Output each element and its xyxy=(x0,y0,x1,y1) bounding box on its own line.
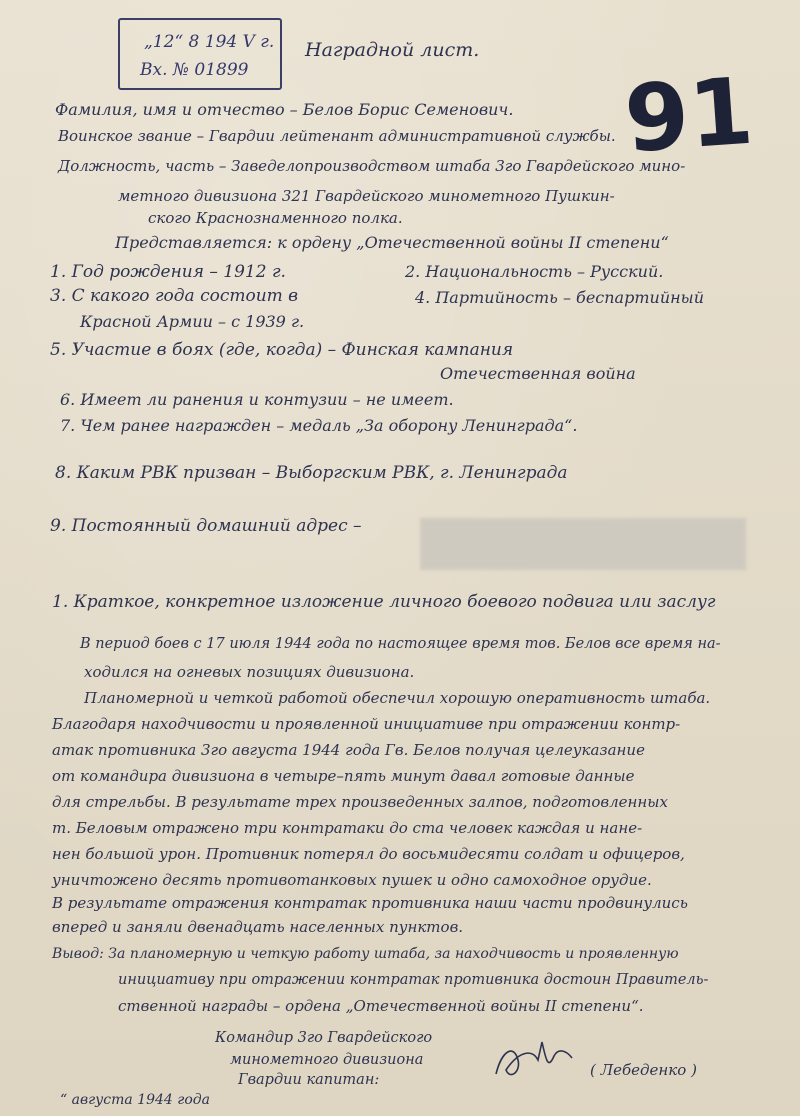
summary-line-10: уничтожено десять противотанковых пушек и одно самоходное орудие. xyxy=(52,871,652,889)
field-position-2: метного дивизиона 321 Гвардейского минометного Пушкин- xyxy=(118,187,615,205)
summary-line-7: для стрельбы. В результате трех произведенных залпов, подготовленных xyxy=(52,793,668,811)
field-rank: Воинское звание – Гвардии лейтенант административной службы. xyxy=(58,127,616,145)
field-position-1: Должность, часть – Заведелопроизводством штаба 3го Гвардейского мино- xyxy=(58,157,686,175)
redacted-address xyxy=(420,518,746,570)
signature-name: ( Лебеденко ) xyxy=(590,1061,697,1079)
field-name: Фамилия, имя и отчество – Белов Борис Семенович. xyxy=(55,100,514,119)
summary-conclusion-3: ственной награды – ордена „Отечественной войны II степени“. xyxy=(118,997,644,1015)
summary-conclusion-1: Вывод: За планомерную и четкую работу штаба, за находчивость и проявленную xyxy=(52,946,679,962)
signature-title-2: минометного дивизиона xyxy=(230,1052,424,1068)
field-drafted: 8. Каким РВК призван – Выборгским РВК, г. Ленинграда xyxy=(55,463,568,483)
summary-line-8: т. Беловым отражено три контратаки до ста человек каждая и нане- xyxy=(52,819,643,837)
field-battles-1: 5. Участие в боях (где, когда) – Финская кампания xyxy=(50,340,514,360)
field-birth-year: 1. Год рождения – 1912 г. xyxy=(50,262,286,282)
signature-title-3: Гвардии капитан: xyxy=(238,1072,380,1088)
summary-line-2: ходился на огневых позициях дивизиона. xyxy=(84,663,415,681)
summary-line-6: от командира дивизиона в четыре–пять минут давал готовые данные xyxy=(52,767,635,785)
field-address: 9. Постоянный домашний адрес – xyxy=(50,516,362,536)
field-nationality: 2. Национальность – Русский. xyxy=(405,262,664,281)
document-date: “ августа 1944 года xyxy=(60,1092,211,1108)
summary-line-4: Благодаря находчивости и проявленной инициативе при отражении контр- xyxy=(52,715,681,733)
summary-line-1: В период боев с 17 июля 1944 года по настоящее время тов. Белов все время на- xyxy=(80,636,721,652)
field-wounds: 6. Имеет ли ранения и контузии – не имеет. xyxy=(60,390,454,409)
summary-heading: 1. Краткое, конкретное изложение личного боевого подвига или заслуг xyxy=(52,592,716,612)
signature-scribble xyxy=(488,1030,578,1090)
field-awards: 7. Чем ранее награжден – медаль „За оборону Ленинграда“. xyxy=(60,416,578,435)
field-army-since-2: Красной Армии – с 1939 г. xyxy=(80,312,305,331)
stamp-date: „12“ 8 194 V г. xyxy=(144,32,275,52)
stamp-number: Вх. № 01899 xyxy=(140,60,249,80)
incoming-stamp xyxy=(118,18,282,90)
handwritten-mark: 91 xyxy=(621,57,757,174)
field-presented: Представляется: к ордену „Отечественной войны II степени“ xyxy=(115,233,669,252)
field-position-3: ского Краснознаменного полка. xyxy=(148,209,403,227)
summary-conclusion-2: инициативу при отражении контратак противника достоин Правитель- xyxy=(118,972,709,988)
summary-line-9: нен большой урон. Противник потерял до восьмидесяти солдат и офицеров, xyxy=(52,845,685,863)
document-title: Наградной лист. xyxy=(305,39,480,61)
field-army-since-1: 3. С какого года состоит в xyxy=(50,286,299,306)
summary-line-11: В результате отражения контратак противника наши части продвинулись xyxy=(52,894,688,912)
field-party: 4. Партийность – беспартийный xyxy=(415,288,704,307)
summary-line-5: атак противника 3го августа 1944 года Гв. Белов получая целеуказание xyxy=(52,741,645,759)
summary-line-3: Планомерной и четкой работой обеспечил хорошую оперативность штаба. xyxy=(84,689,711,707)
summary-line-12: вперед и заняли двенадцать населенных пунктов. xyxy=(52,918,464,936)
field-battles-2: Отечественная война xyxy=(440,364,636,383)
signature-title-1: Командир 3го Гвардейского xyxy=(215,1030,433,1046)
